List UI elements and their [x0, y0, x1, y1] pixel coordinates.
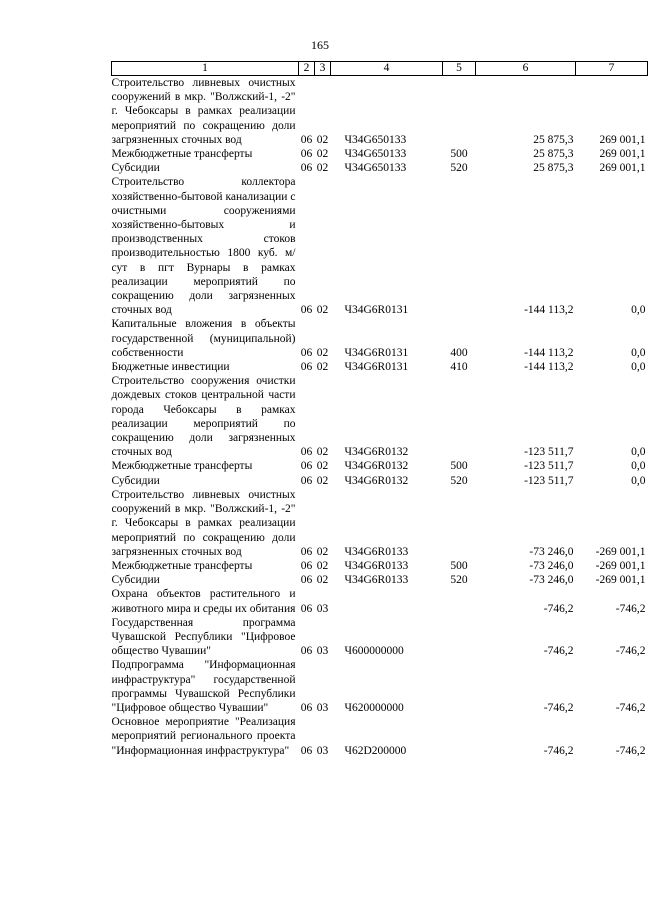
row-subsection: 02	[316, 361, 329, 374]
row-amount-2: 0,0	[631, 346, 646, 359]
row-amount-2: -269 001,1	[595, 559, 646, 572]
row-subsection: 02	[316, 545, 329, 558]
row-expense-type	[443, 175, 476, 317]
row-expense-type	[443, 616, 476, 659]
row-expense-type: 500	[450, 148, 468, 161]
row-amount-1: -123 511,7	[524, 460, 574, 473]
table-row	[112, 161, 648, 175]
header-col-2: 2	[299, 62, 315, 76]
row-expense-type: 520	[450, 474, 468, 487]
table-row	[112, 587, 648, 615]
row-expense-type: 400	[450, 346, 468, 359]
row-name: Строительство ливневых очистных сооружений в мкр. "Волжский-1, -2" г. Чебоксары в рамках реализации мероприятий по сокращению доли загрязненных сточных вод	[111, 77, 296, 146]
row-expense-type	[443, 715, 476, 758]
row-subsection: 03	[316, 602, 329, 615]
row-name: Строительство коллектора хозяйственно-бытовой канализации с очистными сооружениями хозяйственно-бытовых и производственных стоков производительностью 1800 куб. м/сут в пгт Вурнары в рамках реализации мероприятий по сокращению доли загрязненных сточных вод	[111, 176, 296, 317]
table-row	[112, 474, 648, 488]
row-section: 06	[300, 701, 313, 714]
table-row	[112, 360, 648, 374]
row-amount-2: -269 001,1	[595, 574, 646, 587]
row-section: 06	[300, 346, 313, 359]
table-row	[112, 488, 648, 559]
row-section: 06	[300, 162, 313, 175]
row-amount-1: -746,2	[543, 701, 574, 714]
table-row	[112, 573, 648, 587]
table-body	[112, 76, 648, 758]
row-amount-2: 0,0	[631, 460, 646, 473]
table-row	[112, 616, 648, 659]
row-expense-type: 500	[450, 460, 468, 473]
row-target-article: Ч34G650133	[344, 162, 407, 175]
row-section: 06	[300, 133, 313, 146]
row-expense-type	[443, 76, 476, 148]
row-target-article: Ч34G6R0131	[344, 304, 409, 317]
row-section: 06	[300, 460, 313, 473]
row-subsection: 02	[316, 474, 329, 487]
row-amount-2: 269 001,1	[599, 148, 646, 161]
row-subsection: 02	[316, 133, 329, 146]
row-name: Субсидии	[111, 162, 160, 175]
table-row	[112, 317, 648, 360]
row-target-article: Ч34G6R0133	[344, 574, 409, 587]
row-amount-1: -73 246,0	[529, 559, 574, 572]
row-amount-1: -746,2	[543, 602, 574, 615]
row-target-article: Ч600000000	[344, 645, 404, 658]
row-expense-type	[443, 587, 476, 615]
row-amount-1: -73 246,0	[529, 574, 574, 587]
row-amount-2: 0,0	[631, 304, 646, 317]
row-target-article: Ч34G6R0132	[344, 474, 409, 487]
row-target-article: Ч34G6R0131	[344, 361, 409, 374]
row-expense-type	[443, 488, 476, 559]
row-name: Межбюджетные трансферты	[111, 460, 253, 473]
row-amount-2: 0,0	[631, 474, 646, 487]
row-target-article: Ч34G650133	[344, 148, 407, 161]
row-section: 06	[300, 545, 313, 558]
row-expense-type: 520	[450, 162, 468, 175]
table-row	[112, 715, 648, 758]
row-amount-1: -123 511,7	[524, 446, 574, 459]
row-name: Капитальные вложения в объекты государственной (муниципальной) собственности	[111, 318, 296, 359]
row-section: 06	[300, 602, 313, 615]
row-amount-1: -123 511,7	[524, 474, 574, 487]
row-amount-2: -746,2	[615, 701, 646, 714]
row-expense-type: 520	[450, 574, 468, 587]
header-col-1: 1	[112, 62, 299, 76]
row-amount-2: 269 001,1	[599, 133, 646, 146]
row-subsection: 02	[316, 460, 329, 473]
row-section: 06	[300, 559, 313, 572]
header-col-3: 3	[315, 62, 331, 76]
header-row	[112, 62, 648, 76]
row-subsection: 02	[316, 148, 329, 161]
row-target-article: Ч34G6R0132	[344, 446, 409, 459]
row-section: 06	[300, 474, 313, 487]
row-subsection: 02	[316, 346, 329, 359]
row-name: Межбюджетные трансферты	[111, 148, 253, 161]
row-name: Бюджетные инвестиции	[111, 361, 230, 374]
row-subsection: 02	[316, 574, 329, 587]
row-amount-2: -269 001,1	[595, 545, 646, 558]
table-row	[112, 374, 648, 459]
row-name: Межбюджетные трансферты	[111, 559, 253, 572]
table-row	[112, 147, 648, 161]
table-row	[112, 76, 648, 148]
row-expense-type: 500	[450, 559, 468, 572]
header-col-5: 5	[443, 62, 476, 76]
row-target-article: Ч34G6R0133	[344, 545, 409, 558]
header-col-4: 4	[331, 62, 443, 76]
row-amount-1: 25 875,3	[533, 162, 574, 175]
row-expense-type	[443, 658, 476, 715]
table-row	[112, 175, 648, 317]
row-section: 06	[300, 744, 313, 757]
row-amount-1: -144 113,2	[524, 346, 574, 359]
row-section: 06	[300, 361, 313, 374]
row-subsection: 02	[316, 559, 329, 572]
budget-table	[111, 61, 648, 758]
row-name: Субсидии	[111, 474, 160, 487]
row-name: Охрана объектов растительного и животного мира и среды их обитания	[111, 588, 296, 615]
row-amount-1: -144 113,2	[524, 361, 574, 374]
row-name: Основное мероприятие "Реализация мероприятий регионального проекта "Информационная инфраструктура"	[111, 716, 296, 757]
row-subsection: 02	[316, 304, 329, 317]
row-subsection: 02	[316, 446, 329, 459]
row-target-article: Ч620000000	[344, 701, 404, 714]
row-amount-1: -73 246,0	[529, 545, 574, 558]
row-target-article: Ч34G6R0132	[344, 460, 409, 473]
row-subsection: 03	[316, 645, 329, 658]
row-amount-1: -746,2	[543, 744, 574, 757]
row-amount-1: -144 113,2	[524, 304, 574, 317]
row-target-article: Ч62D200000	[344, 744, 407, 757]
table-row	[112, 658, 648, 715]
row-amount-2: -746,2	[615, 645, 646, 658]
row-section: 06	[300, 645, 313, 658]
row-target-article: Ч34G6R0131	[344, 346, 409, 359]
row-amount-1: 25 875,3	[533, 133, 574, 146]
row-amount-2: 269 001,1	[599, 162, 646, 175]
row-target-article	[331, 587, 443, 615]
row-name: Субсидии	[111, 574, 160, 587]
table-row	[112, 459, 648, 473]
row-subsection: 03	[316, 701, 329, 714]
row-target-article: Ч34G6R0133	[344, 559, 409, 572]
row-name: Строительство ливневых очистных сооружений в мкр. "Волжский-1, -2" г. Чебоксары в рамках реализации мероприятий по сокращению доли загрязненных сточных вод	[111, 488, 296, 558]
row-amount-2: -746,2	[615, 744, 646, 757]
row-subsection: 02	[316, 162, 329, 175]
row-amount-1: -746,2	[543, 645, 574, 658]
row-section: 06	[300, 446, 313, 459]
header-col-7: 7	[576, 62, 648, 76]
row-amount-1: 25 875,3	[533, 148, 574, 161]
row-section: 06	[300, 574, 313, 587]
row-amount-2: 0,0	[631, 361, 646, 374]
row-name: Государственная программа Чувашской Республики "Цифровое общество Чувашии"	[111, 616, 296, 658]
row-name: Строительство сооружения очистки дождевых стоков центральной части города Чебоксары в рамках реализации мероприятий по сокращению доли загрязненных сточных вод	[111, 375, 296, 459]
row-expense-type	[443, 374, 476, 459]
row-target-article: Ч34G650133	[344, 133, 407, 146]
row-amount-2: -746,2	[615, 602, 646, 615]
header-col-6: 6	[476, 62, 576, 76]
row-name: Подпрограмма "Информационная инфраструктура" государственной программы Чувашской Республики "Цифровое общество Чувашии"	[111, 659, 296, 714]
page-number: 165	[311, 38, 329, 52]
row-section: 06	[300, 148, 313, 161]
row-section: 06	[300, 304, 313, 317]
row-subsection: 03	[316, 744, 329, 757]
row-expense-type: 410	[450, 361, 468, 374]
table-row	[112, 559, 648, 573]
row-amount-2: 0,0	[631, 446, 646, 459]
